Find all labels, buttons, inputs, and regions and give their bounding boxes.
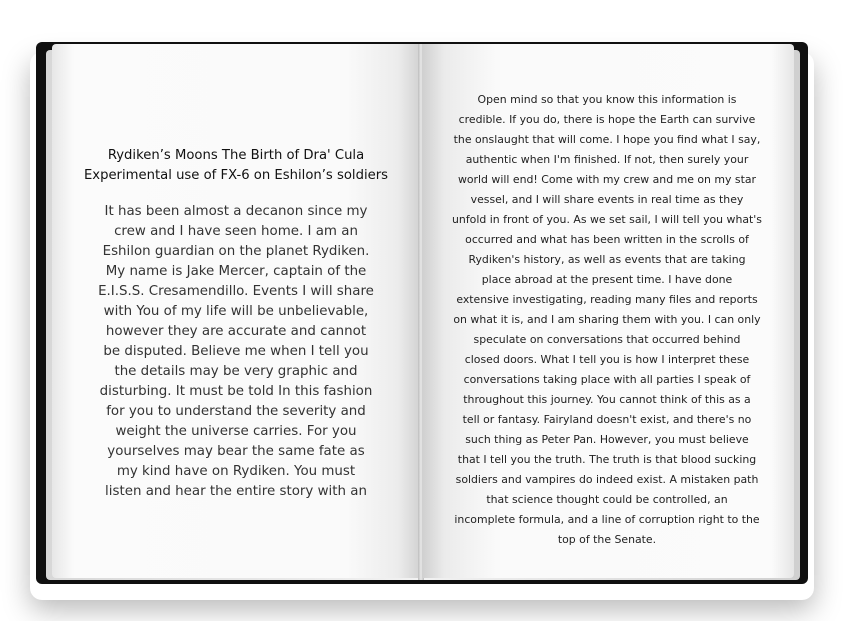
chapter-subtitle-line: Experimental use of FX-6 on Eshilon’s soldiers (83, 168, 389, 183)
text-line: such thing as Peter Pan. However, you must believe (465, 433, 749, 446)
text-line: disturbing. It must be told In this fashion (99, 384, 373, 399)
text-line: It has been almost a decanon since my (104, 204, 368, 219)
text-line: my kind have on Rydiken. You must (116, 464, 356, 479)
left-page[interactable] (52, 44, 420, 578)
text-line: vessel, and I will share events in real time as they (470, 193, 744, 206)
right-page[interactable] (422, 44, 794, 578)
text-line: however they are accurate and cannot (105, 324, 367, 339)
text-line: speculate on conversations that occurred behind (473, 333, 741, 346)
right-page-text (440, 90, 774, 550)
left-page-text (96, 202, 376, 502)
text-line: My name is Jake Mercer, captain of the (105, 264, 367, 279)
text-line: that I tell you the truth. The truth is that blood sucking (457, 453, 757, 466)
text-line: the details may be very graphic and (114, 364, 358, 379)
text-line: throughout this journey. You cannot think of this as a (463, 393, 751, 406)
text-line: the onslaught that will come. I hope you find what I say, (453, 133, 761, 146)
text-line: yourselves may bear the same fate as (107, 444, 365, 459)
text-line: unfold in front of you. As we set sail, I will tell you what's (452, 213, 762, 226)
chapter-title (52, 146, 420, 186)
text-line: weight the universe carries. For you (115, 424, 357, 439)
text-line: listen and hear the entire story with an (105, 484, 367, 499)
text-line: with You of my life will be unbelievable, (103, 304, 369, 319)
text-line: Eshilon guardian on the planet Rydiken. (102, 244, 370, 259)
text-line: closed doors. What I tell you is how I interpret these (464, 353, 750, 366)
text-line: that science thought could be controlled, an (486, 493, 728, 506)
text-line: be disputed. Believe me when I tell you (103, 344, 369, 359)
text-line: conversations taking place with all parties I speak of (463, 373, 751, 386)
text-line: place abroad at the present time. I have done (481, 273, 733, 286)
text-line: tell or fantasy. Fairyland doesn't exist, and there's no (462, 413, 752, 426)
text-line: soldiers and vampires do indeed exist. A mistaken path (455, 473, 759, 486)
text-line: extensive investigating, reading many files and reports (456, 293, 758, 306)
text-line: Rydiken's history, as well as events that are taking (468, 253, 746, 266)
text-line: top of the Senate. (557, 533, 657, 546)
text-line: world will end! Come with my crew and me on my star (457, 173, 756, 186)
text-line: for you to understand the severity and (106, 404, 366, 419)
text-line: incomplete formula, and a line of corruption right to the (454, 513, 760, 526)
text-line: credible. If you do, there is hope the Earth can survive (458, 113, 756, 126)
text-line: authentic when I'm finished. If not, then surely your (465, 153, 749, 166)
text-line: on what it is, and I am sharing them with you. I can only (453, 313, 761, 326)
text-line: E.I.S.S. Cresamendillo. Events I will share (98, 284, 374, 299)
text-line: Open mind so that you know this information is (477, 93, 737, 106)
text-line: crew and I have seen home. I am an (114, 224, 358, 239)
text-line: occurred and what has been written in the scrolls of (465, 233, 749, 246)
chapter-title-line: Rydiken’s Moons The Birth of Dra' Cula (107, 148, 365, 163)
